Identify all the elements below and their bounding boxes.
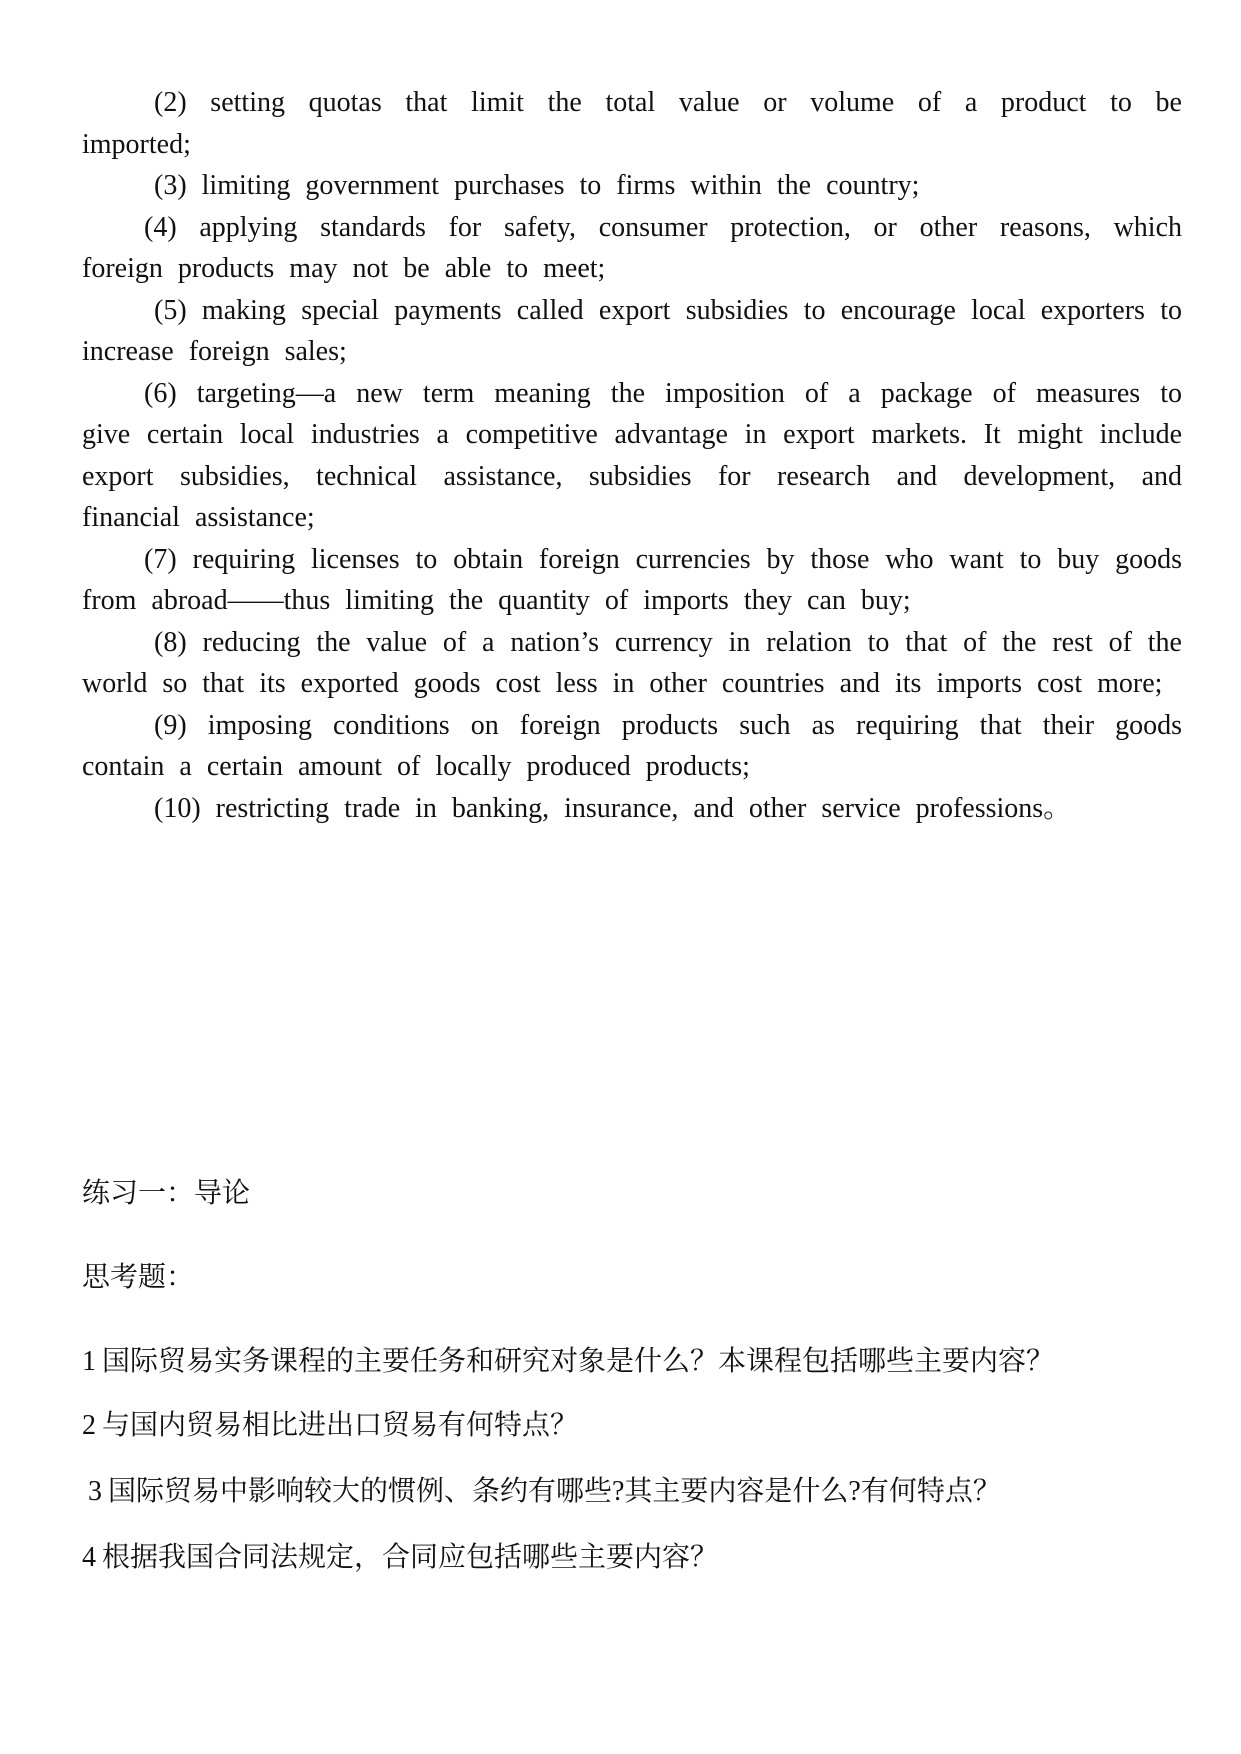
exercise-section-title: 练习一：导论 — [82, 1178, 251, 1209]
measure-item: (10) restricting trade in banking, insurance, and other service professions。 — [154, 792, 1072, 824]
question-item — [88, 1472, 1188, 1512]
question-number: 3 — [88, 1476, 102, 1507]
discussion-questions-heading: 思考题： — [82, 1262, 195, 1293]
question-text: 根据我国合同法规定，合同应包括哪些主要内容？ — [102, 1542, 719, 1573]
measure-item: (8) reducing the value of a nation’s currency in relation to that of the rest of the world so that its exported goods cost less in other countries and its imports cost more; — [82, 626, 1182, 699]
question-item — [82, 1538, 1182, 1578]
measure-item: (2) setting quotas that limit the total value or volume of a product to be imported; — [82, 87, 1182, 160]
question-number: 4 — [82, 1542, 96, 1573]
question-number: 1 — [82, 1346, 96, 1377]
measure-item: (9) imposing conditions on foreign products such as requiring that their goods contain a certain amount of locally produced products; — [82, 709, 1182, 782]
question-text: 与国内贸易相比进出口贸易有何特点？ — [102, 1410, 579, 1441]
question-item — [82, 1342, 1182, 1382]
measure-item: (6) targeting—a new term meaning the imposition of a package of measures to give certain local industries a competitive advantage in export markets. It might include export subsidies, technical assistance, subsidies for research and development, and financial assistance; — [82, 377, 1182, 533]
trade-barrier-measures-list — [82, 82, 1182, 829]
question-text: 国际贸易中影响较大的惯例、条约有哪些?其主要内容是什么?有何特点？ — [108, 1476, 1001, 1507]
question-text: 国际贸易实务课程的主要任务和研究对象是什么？本课程包括哪些主要内容？ — [102, 1346, 1055, 1377]
question-item — [82, 1406, 1182, 1446]
measure-item: (4) applying standards for safety, consumer protection, or other reasons, which foreign products may not be able to meet; — [82, 211, 1182, 284]
measure-item: (7) requiring licenses to obtain foreign currencies by those who want to buy goods from abroad——thus limiting the quantity of imports they can buy; — [82, 543, 1182, 616]
question-number: 2 — [82, 1410, 96, 1441]
measure-item: (5) making special payments called export subsidies to encourage local exporters to increase foreign sales; — [82, 294, 1182, 367]
measure-item: (3) limiting government purchases to firms within the country; — [154, 170, 920, 201]
